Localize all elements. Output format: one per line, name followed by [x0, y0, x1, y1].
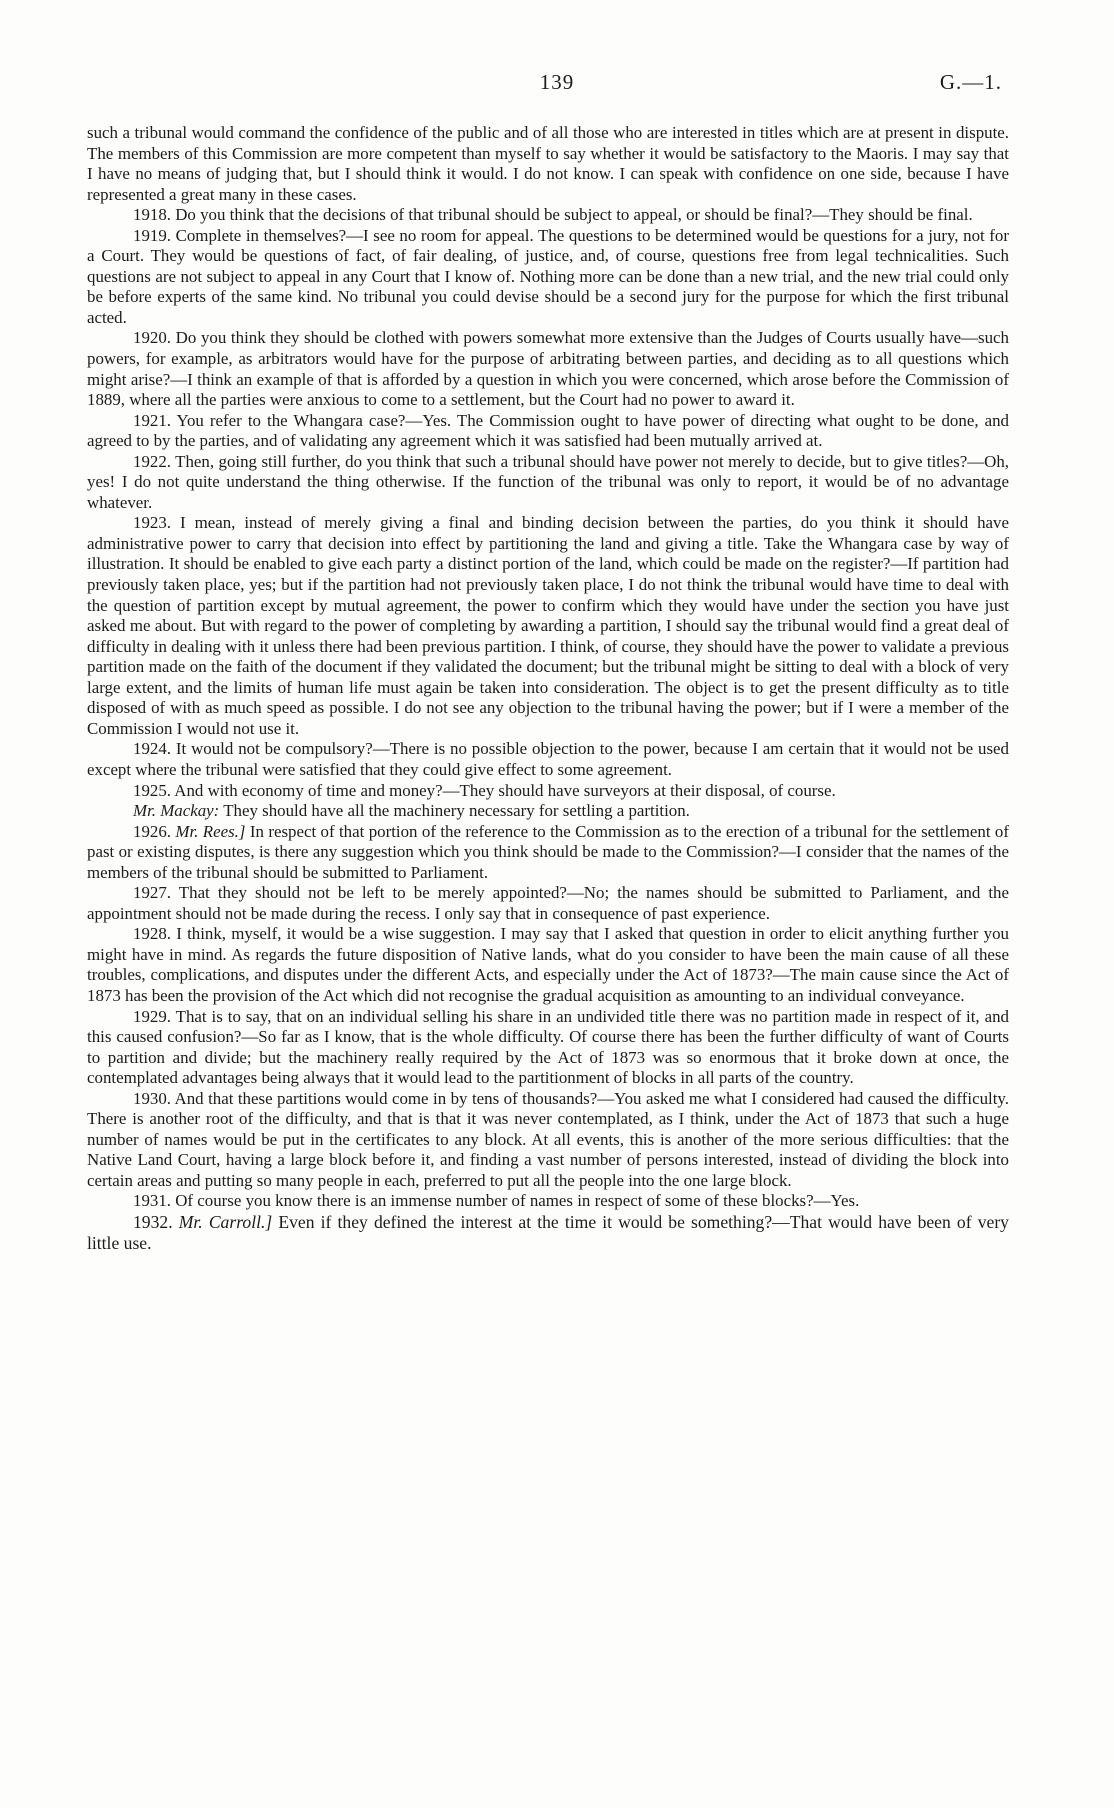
paragraph-1919: 1919. Complete in themselves?—I see no room for appeal. The questions to be determined would be questions for a jury, not for a Court. They would be questions of fact, of fair dealing, of justice, and, of course, questions free from legal technicalities. Such questions are not subject to appeal in any Court that I know of. Nothing more can be done than a new trial, and the new trial could only be before experts of the same kind. No tribunal you could devise should be a second jury for the purpose for which the first tribunal acted. [87, 225, 1009, 327]
paragraph-continued: such a tribunal would command the confidence of the public and of all those who are interested in titles which are at present in dispute. The members of this Commission are more competent than myself to say whether it would be satisfactory to the Maoris. I may say that I have no means of judging that, but I should think it would. I do not know. I can speak with confidence on one side, because I have represented a great many in these cases. [87, 123, 1009, 204]
document-reference: G.—1. [939, 70, 1002, 94]
speaker-name: Mr. Carroll.] [178, 1211, 273, 1232]
paragraph-1930: 1930. And that these partitions would come in by tens of thousands?—You asked me what I considered had caused the difficulty. There is another root of the difficulty, and that is that it was never contemplated, as I think, under the Act of 1873 that such a huge number of names would be put in the certificates to any block. At all events, this is another of the more serious difficulties: that the Native Land Court, having a large block before it, and finding a vast number of persons interested, instead of dividing the block into certain areas and putting so many people in each, preferred to put all the people into the one large block. [87, 1088, 1009, 1190]
paragraph-1931: 1931. Of course you know there is an immense number of names in respect of some of these blocks?—Yes. [133, 1191, 860, 1211]
paragraph-text: They should have all the machinery necessary for settling a partition. [223, 801, 690, 821]
body-text [87, 123, 1009, 1253]
paragraph-1921: 1921. You refer to the Whangara case?—Yes. The Commission ought to have power of directing what ought to be done, and agreed to by the parties, and of validating any agreement which it was satisfied had been mutually arrived at. [87, 410, 1009, 451]
paragraph-1924: 1924. It would not be compulsory?—There is no possible objection to the power, because I am certain that it would not be used except where the tribunal were satisfied that they could give effect to some agreement. [87, 739, 1009, 779]
paragraph-1926 [87, 822, 1009, 884]
paragraph-1922: 1922. Then, going still further, do you think that such a tribunal should have power not merely to decide, but to give titles?—Oh, yes! I do not quite understand the thing otherwise. If the function of the tribunal was only to report, it would be of no advantage whatever. [87, 451, 1009, 512]
speaker-name: Mr. Mackay: [133, 801, 220, 821]
page-number: 139 [539, 70, 575, 94]
speaker-name: Mr. Rees.] [175, 821, 246, 841]
paragraph-text: In respect of that portion of the reference to the Commission as to the erection of a tribunal for the settlement of past or existing disputes, is there any suggestion which you think should be made to the Commission?—I consider that the names of the members of the tribunal should be submitted to Parliament. [87, 821, 1009, 882]
paragraph-1925: 1925. And with economy of time and money?—They should have surveyors at their disposal, of course. [133, 780, 836, 800]
paragraph-1928: 1928. I think, myself, it would be a wise suggestion. I may say that I asked that question in order to elicit anything further you might have in mind. As regards the future disposition of Native lands, what do you consider to have been the main cause of all these troubles, complications, and disputes under the different Acts, and especially under the Act of 1873?—The main cause since the Act of 1873 has been the provision of the Act which did not recognise the gradual acquisition as amounting to an individual conveyance. [87, 924, 1009, 1005]
paragraph-text: Even if they defined the interest at the time it would be something?—That would have been of very little use. [87, 1211, 1009, 1253]
paragraph-1923: 1923. I mean, instead of merely giving a final and binding decision between the parties, do you think it should have administrative power to carry that decision into effect by partitioning the land and giving a title. Take the Whangara case by way of illustration. It should be enabled to give each party a distinct portion of the land, which could be made on the register?—If partition had previously taken place, yes; but if the partition had not previously taken place, I do not think the tribunal would have time to deal with the question of partition except by mutual agreement, the power to confirm which they would have under the section you have just asked me about. But with regard to the power of completing by awarding a partition, I should say the tribunal would find a great deal of difficulty in dealing with it unless there had been previous partition. I think, of course, they should have the power to validate a previous partition made on the faith of the document if they validated the document; but the tribunal might be sitting to deal with a block of very large extent, and the limits of human life must again be taken into consideration. The object is to get the present difficulty as to title disposed of with as much speed as possible. I do not see any objection to the tribunal having the power; but if I were a member of the Commission I would not use it. [87, 513, 1009, 738]
paragraph-1932 [87, 1212, 1009, 1253]
question-number: 1932. [133, 1211, 173, 1232]
paragraph-1927: 1927. That they should not be left to be merely appointed?—No; the names should be submitted to Parliament, and the appointment should not be made during the recess. I only say that in consequence of past experience. [87, 883, 1009, 923]
question-number: 1926. [133, 821, 172, 841]
paragraph-1918: 1918. Do you think that the decisions of that tribunal should be subject to appeal, or should be final?—They should be final. [133, 205, 973, 225]
paragraph-mackay [87, 801, 1009, 822]
paragraph-1929: 1929. That is to say, that on an individual selling his share in an undivided title there was no partition made in respect of it, and this caused confusion?—So far as I know, that is the whole difficulty. Of course there has been the further difficulty of want of Courts to partition and divide; but the machinery really required by the Act of 1873 was so enormous that it broke down at once, the contemplated advantages being always that it would lead to the partitionment of blocks in all parts of the country. [87, 1006, 1009, 1088]
page-header [0, 70, 1114, 104]
paragraph-1920: 1920. Do you think they should be clothed with powers somewhat more extensive than the Judges of Courts usually have—such powers, for example, as arbitrators would have for the purpose of arbitrating between parties, and deciding as to all questions which might arise?—I think an example of that is afforded by a question in which you were concerned, which arose before the Commission of 1889, where all the parties were anxious to come to a settlement, but the Court had no power to award it. [87, 328, 1009, 410]
